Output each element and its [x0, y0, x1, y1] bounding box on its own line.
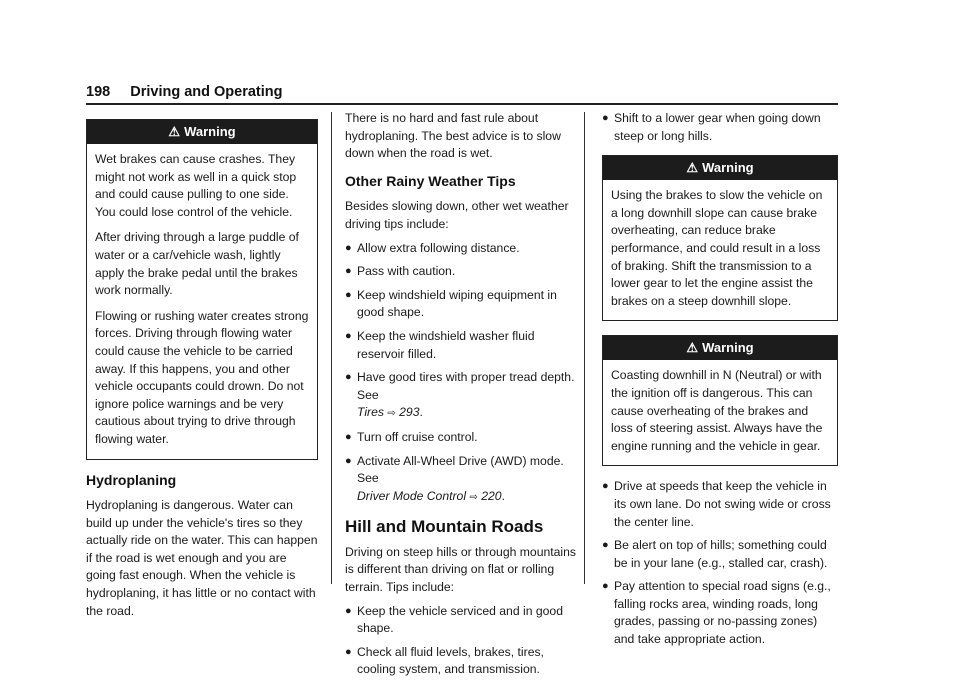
hydroplaning-text: Hydroplaning is dangerous. Water can build up under the vehicle's tires so they actually ride on the water. This can happen if the road is wet enough and you are going fast enough. When the vehicle is hydroplaning, it has little or no contact with the road.: [86, 498, 318, 618]
list-item: ● Keep the vehicle serviced and in good shape.: [345, 603, 563, 636]
bullet-icon: ●: [345, 645, 352, 658]
list-item: ● Drive at speeds that keep the vehicle in its own lane. Do not swing wide or cross the center line.: [602, 479, 831, 529]
column-1: [86, 119, 318, 630]
list-item: ● Be alert on top of hills; something could be in your lane (e.g., stalled car, crash).: [602, 538, 828, 570]
page-header: [86, 84, 283, 100]
page-number: 198: [86, 84, 111, 100]
list-item: ● Activate All-Wheel Drive (AWD) mode. See Driver Mode Control ⇨ 220.: [345, 453, 564, 503]
hydroplaning-advice: There is no hard and fast rule about hydroplaning. The best advice is to slow down when the road is wet.: [345, 111, 561, 161]
bullet-icon: ●: [345, 371, 352, 384]
bullet-icon: ●: [345, 604, 352, 617]
bullet-icon: ●: [345, 288, 352, 301]
warning-triangle-icon: ⚠: [686, 160, 699, 176]
column-3: [602, 110, 838, 655]
list-item: ● Keep windshield wiping equipment in good shape.: [345, 287, 557, 320]
list-item: ● Pay attention to special road signs (e.g., falling rocks area, winding roads, long grades, passing or no-passing zones) and take appropriate action.: [602, 579, 831, 647]
list-item: ● Turn off cruise control.: [345, 429, 579, 447]
warning-box: [602, 155, 838, 321]
warning-header: ⚠ Warning: [603, 336, 837, 360]
tires-link[interactable]: Tires ⇨ 293: [357, 405, 420, 420]
section-title: Driving and Operating: [130, 84, 283, 100]
rainy-tips-heading: Other Rainy Weather Tips: [345, 172, 516, 189]
bullet-icon: ●: [602, 580, 609, 593]
bullet-icon: ●: [345, 241, 352, 254]
hill-tips-list: [345, 603, 579, 679]
list-item: ● Pass with caution.: [345, 263, 579, 281]
list-item: ● Check all fluid levels, brakes, tires, cooling system, and transmission.: [345, 644, 544, 677]
hill-roads-intro: Driving on steep hills or through mountains is different than driving on flat or rolling terrain. Tips include:: [345, 544, 577, 595]
driver-mode-link[interactable]: Driver Mode Control ⇨ 220: [357, 488, 502, 503]
column-divider: [584, 112, 585, 584]
bullet-icon: ●: [345, 454, 352, 467]
hill-safety-list: [602, 478, 838, 648]
page-arrow-icon: ⇨: [469, 491, 478, 503]
bullet-icon: ●: [345, 329, 352, 342]
page-arrow-icon: ⇨: [387, 408, 396, 420]
warning-text: Coasting downhill in N (Neutral) or with the ignition off is dangerous. This can cause overheating of the brakes and loss of steering assist. Always have the engine running and the vehicle in gear.: [611, 368, 823, 453]
warning-text: Flowing or rushing water creates strong forces. Driving through flowing water could cause the vehicle to be carried away. If this happens, you and other vehicle occupants could drown. Do not ignore police warnings and be very cautious about trying to drive through flowing water.: [95, 308, 309, 446]
hill-roads-heading: Hill and Mountain Roads: [345, 517, 544, 537]
warning-text: After driving through a large puddle of water or a car/vehicle wash, lightly apply the brake pedal until the brakes work normally.: [95, 230, 299, 298]
column-2: [345, 110, 579, 685]
bullet-icon: ●: [345, 265, 352, 278]
rainy-tips-intro: Besides slowing down, other wet weather driving tips include:: [345, 199, 569, 231]
warning-header: ⚠ Warning: [87, 120, 317, 144]
bullet-icon: ●: [602, 112, 609, 124]
warning-box: [86, 119, 318, 460]
list-item: ● Have good tires with proper tread depth. See Tires ⇨ 293.: [345, 370, 575, 420]
warning-header: ⚠ Warning: [603, 156, 837, 180]
warning-box: [602, 335, 838, 466]
list-item: ● Keep the windshield washer fluid reservoir filled.: [345, 328, 535, 361]
header-rule: [86, 103, 838, 105]
gear-tip-list: [602, 110, 838, 145]
warning-text: Wet brakes can cause crashes. They might not work as well in a quick stop and could cause pulling to one side. You could lose control of the vehicle.: [95, 152, 297, 219]
bullet-icon: ●: [602, 480, 609, 493]
warning-text: Using the brakes to slow the vehicle on a long downhill slope can cause brake overheating, can reduce brake performance, and could result in a loss of braking. Shift the transmission to a lower gear to let the engine assist the brakes on a steep downhill slope.: [611, 188, 823, 308]
warning-triangle-icon: ⚠: [168, 124, 181, 139]
list-item: ● Shift to a lower gear when going down steep or long hills.: [602, 111, 821, 143]
column-divider: [331, 112, 332, 584]
list-item: ● Allow extra following distance.: [345, 240, 579, 258]
bullet-icon: ●: [602, 539, 609, 552]
warning-triangle-icon: ⚠: [686, 340, 699, 356]
rainy-tips-list: [345, 240, 579, 507]
hydroplaning-heading: Hydroplaning: [86, 471, 177, 488]
bullet-icon: ●: [345, 430, 352, 443]
